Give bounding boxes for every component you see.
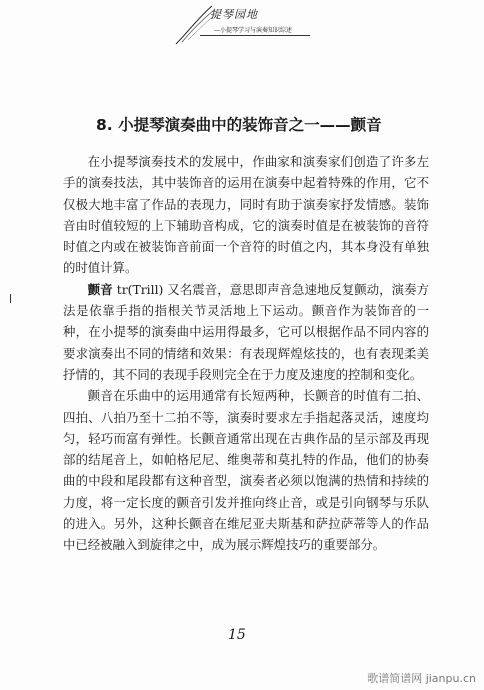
header-title: 提琴园地 [210,8,258,21]
section-title: 8. 小提琴演奏曲中的装饰音之一——颤音 [96,116,382,134]
page-number: 15 [228,627,246,643]
body-text [63,151,429,556]
paragraph-3-text: 颤音在乐曲中的运用通常有长短两种，长颤音的时值有二拍、四拍、八拍乃至十二拍不等，演奏时要求左手指起落灵活，速度均匀，轻巧而富有弹性。长颤音通常出现在古典作品的呈示部及再现部的结尾音上，如帕格尼尼、维奥蒂和莫扎特的作品，他们的协奏曲的中段和尾段都有这种音型，演奏者必须以饱满的热情和持续的力度，将一定长度的颤音引发并推向终止音，或是引向钢琴与乐队的进入。另外，这种长颤音在维尼亚夫斯基和萨拉萨蒂等人的作品中已经被融入到旋律之中，成为展示辉煌技巧的重要部分。 [63,388,429,553]
paragraph-2-lead: 颤音 [87,281,113,297]
paragraph-1-text: 在小提琴演奏技术的发展中，作曲家和演奏家们创造了许多左手的演奏技法，其中装饰音的运用在演奏中起着特殊的作用，它不仅极大地丰富了作品的表现力，同时有助于演奏家抒发情感。装饰音由时值较短的上下辅助音构成，它的演奏时值是在被装饰的音符时值之内或在被装饰音前面一个音符的时值之内，其本身没有单独的时值计算。 [63,154,429,276]
paragraph-1 [63,151,429,279]
paragraph-2-text: tr(Trill) 又名震音，意思即声音急速地反复颤动，演奏方法是依靠手指的指根关节灵活地上下运动。颤音作为装饰音的一种，在小提琴的演奏曲中运用得最多，它可以根据作品不同内容的要求演奏出不同的情绪和效果：有表现辉煌炫技的，也有表现柔美抒情的，其不同的表现手段则完全在于力度及速度的控制和变化。 [63,281,429,382]
paragraph-2 [63,279,429,385]
paragraph-3 [63,385,429,555]
header-divider [200,35,310,36]
margin-mark [10,294,11,303]
header-subtitle: —小提琴学习与演奏知识综述 [214,27,293,34]
site-watermark: 歌谱简谱网 jianpu.cn [367,672,476,685]
